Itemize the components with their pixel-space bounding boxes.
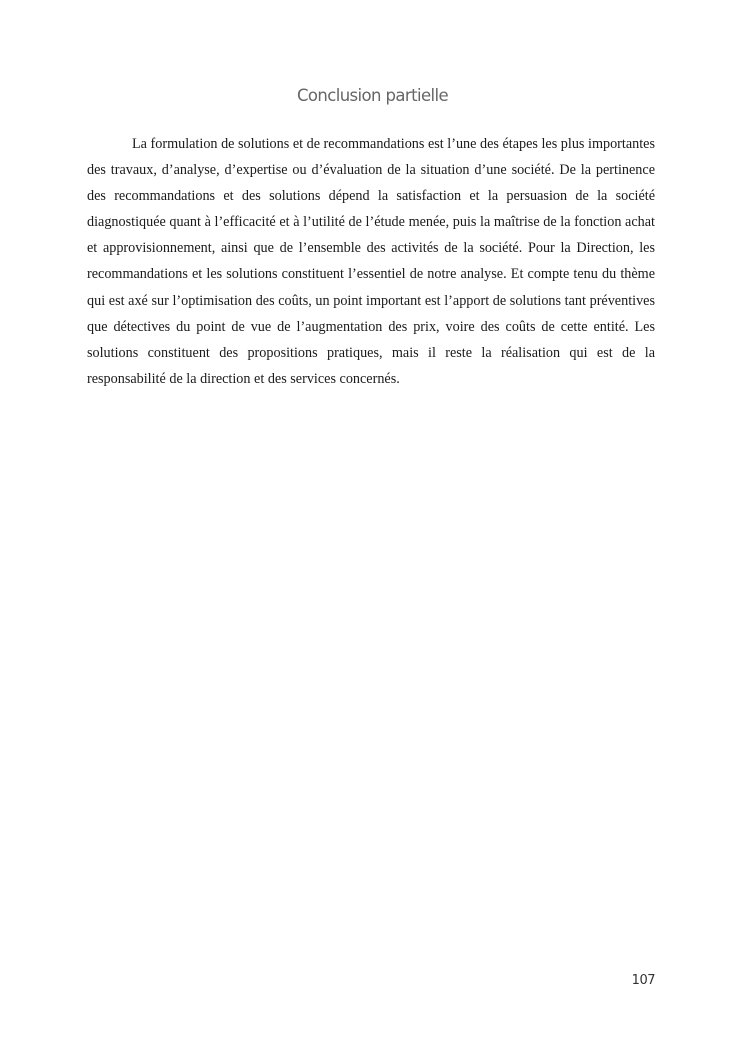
page-number: 107 (631, 973, 655, 988)
section-title: Conclusion partielle (296, 86, 449, 105)
body-paragraph: La formulation de solutions et de recommandations est l’une des étapes les plus importantes des travaux, d’analyse, d’expertise ou d’évaluation de la situation d’une société. De la pertinence des recommandations et des solutions dépend la satisfaction et la persuasion de la société diagnostiquée quant à l’efficacité et à l’utilité de l’étude menée, puis la maîtrise de la fonction achat et approvisionnement, ainsi que de l’ensemble des activités de la société. Pour la Direction, les recommandations et les solutions constituent l’essentiel de notre analyse. Et compte tenu du thème qui est axé sur l’optimisation des coûts, un point important est l’apport de solutions tant préventives que détectives du point de vue de l’augmentation des prix, voire des coûts de cette entité. Les solutions constituent des propositions pratiques, mais il reste la réalisation qui est de la responsabilité de la direction et des services concernés. (87, 136, 655, 387)
